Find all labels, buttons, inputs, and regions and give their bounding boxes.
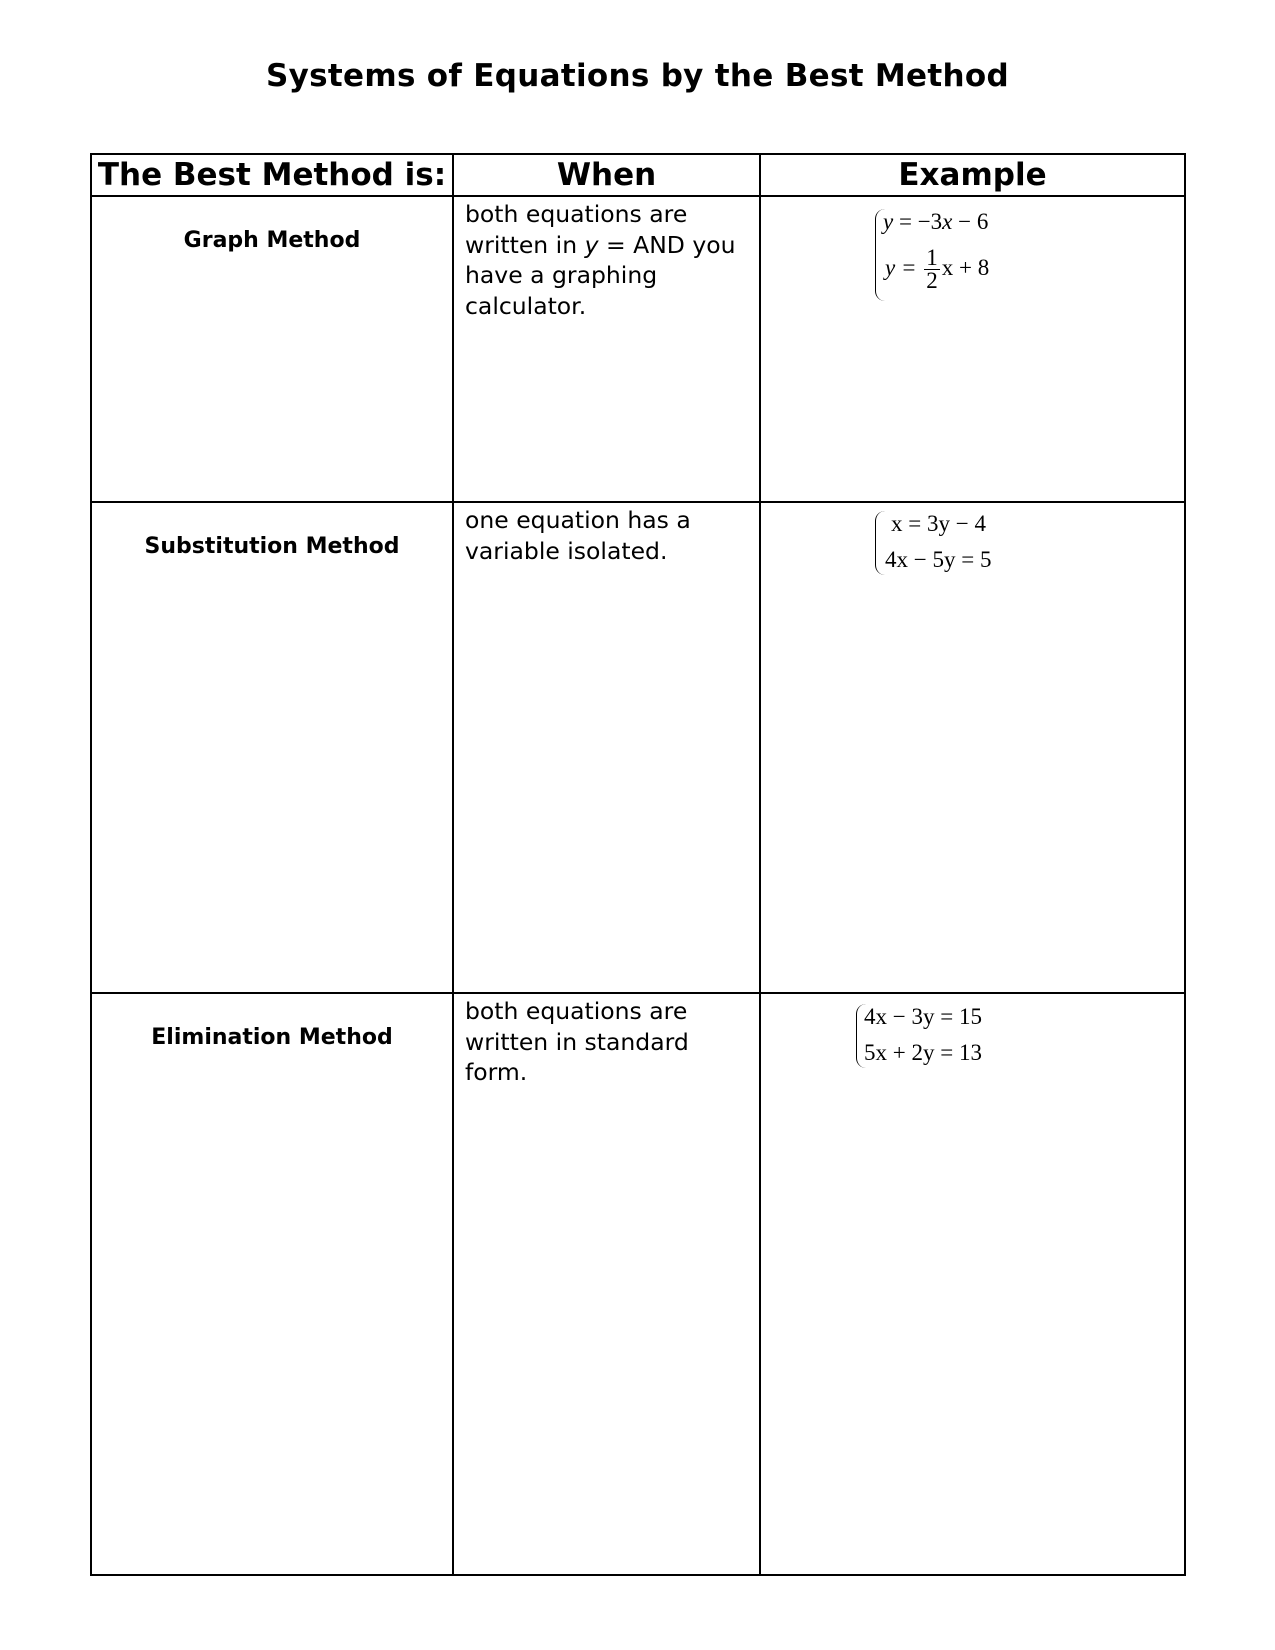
example-cell	[760, 993, 1185, 1575]
when-cell	[453, 196, 760, 502]
equation-1: x = 3y − 4	[891, 511, 986, 536]
example-system-graph	[761, 209, 1184, 309]
method-name-elimination: Elimination Method	[151, 1025, 393, 1050]
fraction: $\frac{1}{2}$	[926, 245, 938, 293]
method-name-substitution: Substitution Method	[144, 534, 400, 559]
method-name-graph: Graph Method	[183, 228, 361, 253]
when-text-elimination: both equations are written in standard form.	[465, 997, 689, 1086]
header-when: When	[453, 154, 760, 196]
methods-table	[90, 153, 1186, 1576]
example-cell	[760, 196, 1185, 502]
method-cell	[91, 502, 453, 993]
when-text-graph: both equations are written in y = AND you have a graphing calculator.	[465, 200, 736, 320]
table-row-elimination	[91, 993, 1185, 1575]
when-cell	[453, 502, 760, 993]
when-text-substitution: one equation has a variable isolated.	[465, 506, 691, 565]
example-system-elimination	[761, 1004, 1184, 1074]
table-row-graph	[91, 196, 1185, 502]
header-best-method: The Best Method is:	[91, 154, 453, 196]
header-example: Example	[760, 154, 1185, 196]
equation-2: y = $\frac{1}{2}$ x + 8	[885, 245, 990, 293]
method-cell	[91, 993, 453, 1575]
equation-2: 4x − 5y = 5	[885, 547, 992, 572]
when-cell	[453, 993, 760, 1575]
example-cell	[760, 502, 1185, 993]
page-title: Systems of Equations by the Best Method	[266, 58, 1009, 94]
equation-2: 5x + 2y = 13	[864, 1040, 982, 1065]
method-cell	[91, 196, 453, 502]
table-header-row	[91, 154, 1185, 196]
equation-1: y = −3x − 6	[883, 209, 989, 234]
table-row-substitution	[91, 502, 1185, 993]
equation-1: 4x − 3y = 15	[864, 1004, 982, 1029]
example-system-substitution	[761, 511, 1184, 581]
